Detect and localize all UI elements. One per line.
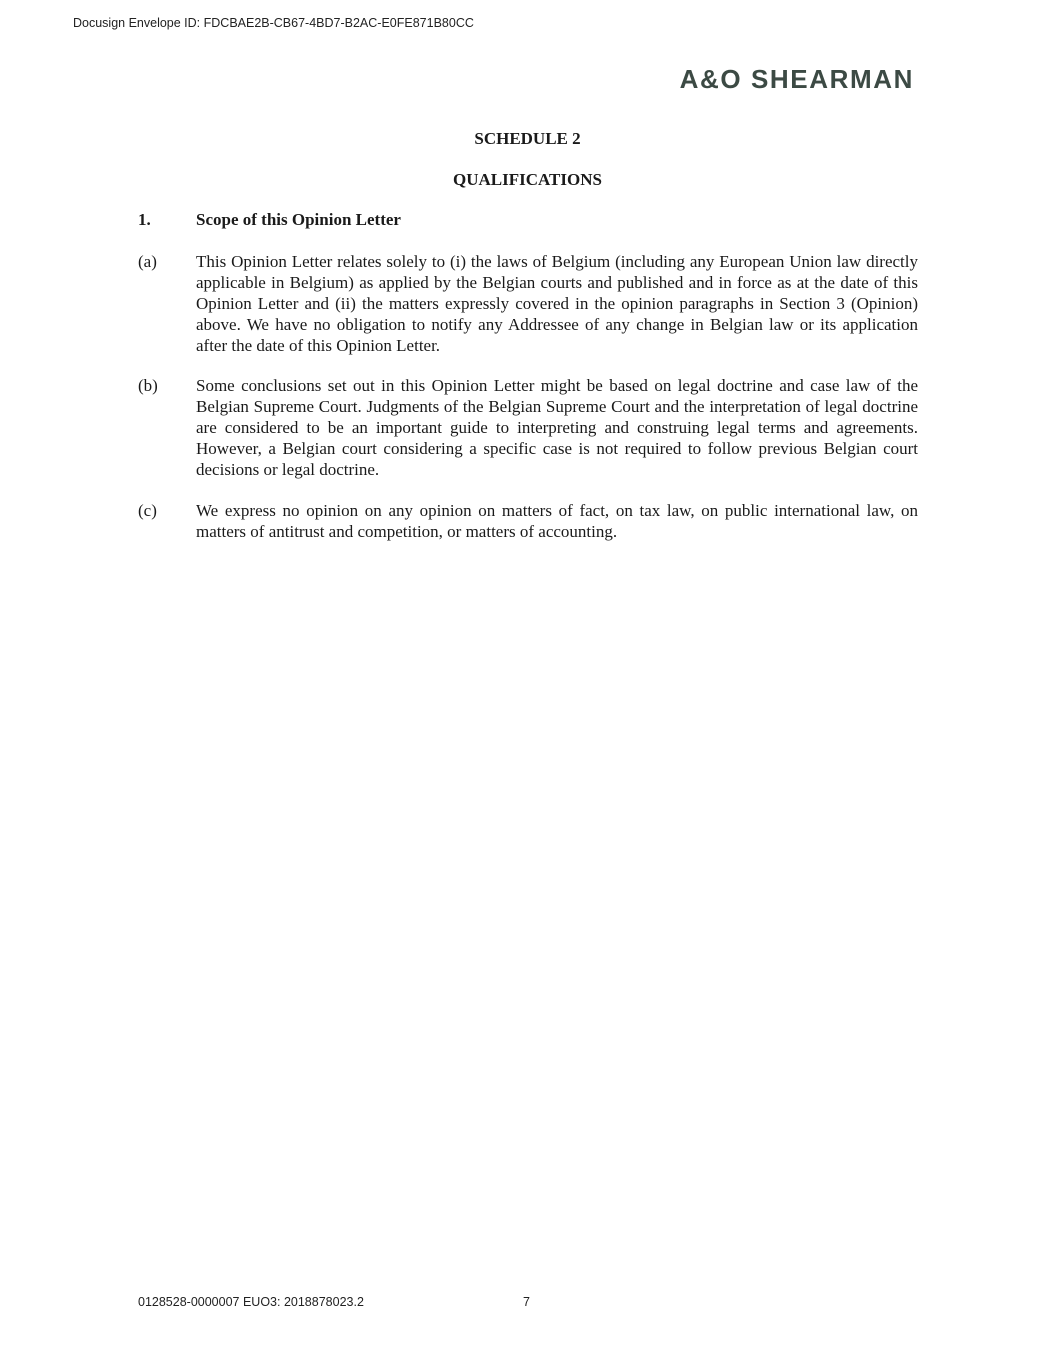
- page-number: 7: [523, 1295, 530, 1309]
- paragraph-label: (a): [138, 252, 157, 271]
- document-reference: 0128528-0000007 EUO3: 2018878023.2: [138, 1295, 364, 1309]
- docusign-envelope-id: Docusign Envelope ID: FDCBAE2B-CB67-4BD7-B2AC-E0FE871B80CC: [73, 16, 474, 30]
- paragraph-text: This Opinion Letter relates solely to (i) the laws of Belgium (including any European Union law directly applicable in Belgium) as applied by the Belgian courts and published and in force as at the date of this Opinion Letter and (ii) the matters expressly covered in the opinion paragraphs in Section 3 (Opinion) above. We have no obligation to notify any Addressee of any change in Belgian law or its application after the date of this Opinion Letter.: [196, 252, 918, 355]
- paragraph-label: (c): [138, 501, 157, 520]
- section-heading-number: 1.: [138, 210, 151, 229]
- section-heading: [138, 210, 401, 230]
- paragraph-c: [138, 500, 918, 542]
- paragraph-a: [138, 251, 918, 356]
- firm-logo: A&O SHEARMAN: [679, 64, 914, 94]
- schedule-title: SCHEDULE 2: [474, 129, 581, 148]
- paragraph-text: We express no opinion on any opinion on matters of fact, on tax law, on public international law, on matters of antitrust and competition, or matters of accounting.: [196, 501, 918, 541]
- section-title: QUALIFICATIONS: [453, 170, 602, 189]
- paragraph-label: (b): [138, 376, 158, 395]
- paragraph-b: [138, 375, 918, 480]
- section-heading-text: Scope of this Opinion Letter: [196, 210, 401, 229]
- paragraph-text: Some conclusions set out in this Opinion Letter might be based on legal doctrine and case law of the Belgian Supreme Court. Judgments of the Belgian Supreme Court and the interpretation of legal doctrine are considered to be an important guide to interpreting and construing legal terms and agreements. However, a Belgian court considering a specific case is not required to follow previous Belgian court decisions or legal doctrine.: [196, 376, 918, 479]
